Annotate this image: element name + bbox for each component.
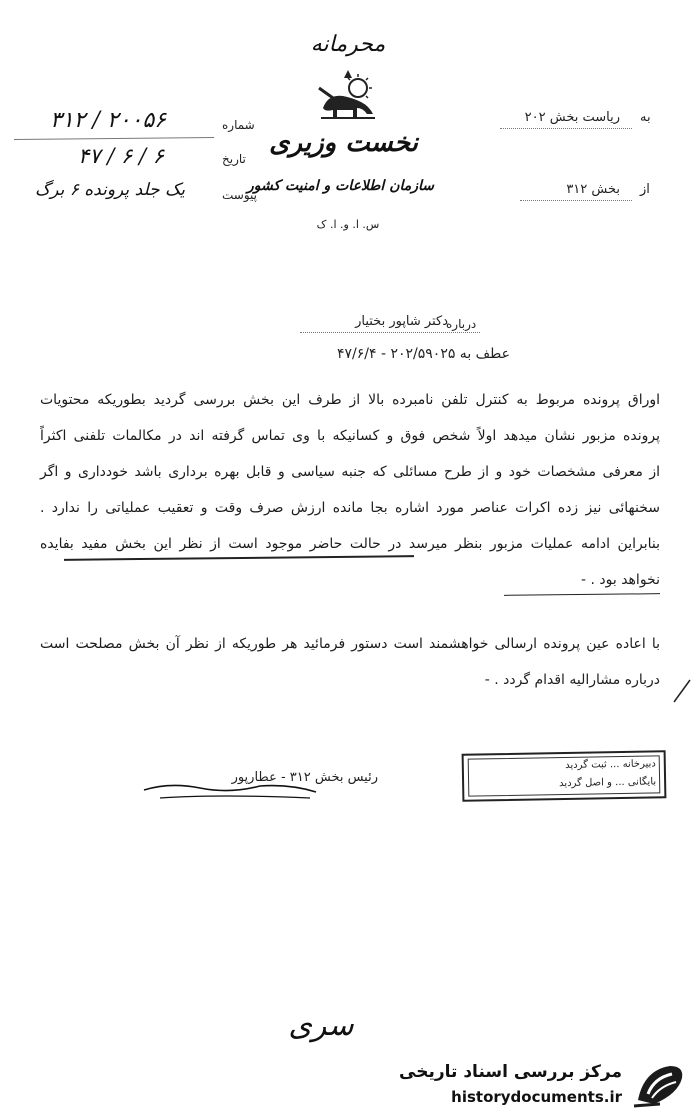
watermark-logo [399,1060,692,1114]
watermark-name: مرکز بررسی اسناد تاریخی [399,1062,622,1082]
emblem-title: نخست وزیری [269,128,418,158]
from-value: بخش ۳۱۲ [566,182,620,197]
body-line-8: درباره مشارالیه اقدام گردد . - [484,672,660,688]
attachment-label: پیوست [222,188,257,202]
attachment-value: یک جلد پرونده ۶ برگ [35,180,185,200]
watermark-url: historydocuments.ir [451,1088,622,1106]
body-line-7: با اعاده عین پرونده ارسالی خواهشمند است دستور فرمائید هر طوریکه از نظر آن بخش مصلحت است [40,636,660,652]
body-line-5: بنابراین ادامه عملیات مزبور بنظر میرسد در حالت حاضر موجود است از نظر این بخش مفید بفایده [40,536,660,552]
emblem-block [247,28,434,248]
date-label: تاریخ [222,152,246,166]
number-value: ۲۰۰۵۶ / ۳۱۲ [50,108,166,133]
handwritten-underline-2 [504,593,660,596]
stamp-line-1: دبیرخانه ... ثبت گردید [565,758,656,771]
to-value: ریاست بخش ۲۰۲ [524,110,620,125]
body-line-2: پرونده مزبور نشان میدهد اولاً شخص فوق و کسانیکه با وی تماس گرفته اند در مکالمات تلفنی اکثراً [40,428,660,444]
margin-check-mark-icon [672,676,692,706]
registry-stamp [462,750,667,802]
emblem-code: س. ا. و. ا. ک [316,218,380,231]
body-line-6: نخواهد بود . - [580,572,660,588]
emblem-org: سازمان اطلاعات و امنیت کشور [247,178,434,194]
body-line-3: از معرفی مشخصات خود و از طرح مسائلی که جنبه سیاسی و قابل بهره برداری باشد خودداری و اگر [40,464,660,480]
subject-label: درباره [446,317,477,331]
reference-line: عطف به ۲۰۲/۵۹۰۲۵ - ۴۷/۶/۴ [337,346,510,362]
stamp-line-2: بایگانی ... و اصل گردید [559,776,657,790]
number-label: شماره [222,118,255,132]
document-archive-logo-icon [630,1060,688,1112]
signature-label: رئیس بخش ۳۱۲ - عطارپور [231,770,378,785]
top-handwritten-mark: محرمانه [310,32,386,57]
from-dotted-line [520,200,632,201]
signature-scribble-icon [140,768,320,808]
body-line-4: سخنهائی نیز زده اکرات عناصر مورد اشاره بجا مانده ارزش صرف وقت و تعقیب عملیاتی را ندارد . [40,500,660,516]
from-label: از [640,182,650,197]
body-line-1: اوراق پرونده مربوط به کنترل تلفن نامبرده بالا از طرف این بخش بررسی گردید بطوریکه محتویات [40,392,660,408]
to-label: به [640,110,651,125]
subject-dotted-line [300,332,480,333]
date-value: ۶ / ۶ / ۴۷ [78,144,164,168]
to-dotted-line [500,128,632,129]
classification-mark: سری [288,1008,354,1043]
number-underline [14,137,214,140]
lion-and-sun-emblem-icon [313,68,383,124]
handwritten-underline [64,555,414,561]
subject-value: دکتر شاپور بختیار [355,314,448,329]
